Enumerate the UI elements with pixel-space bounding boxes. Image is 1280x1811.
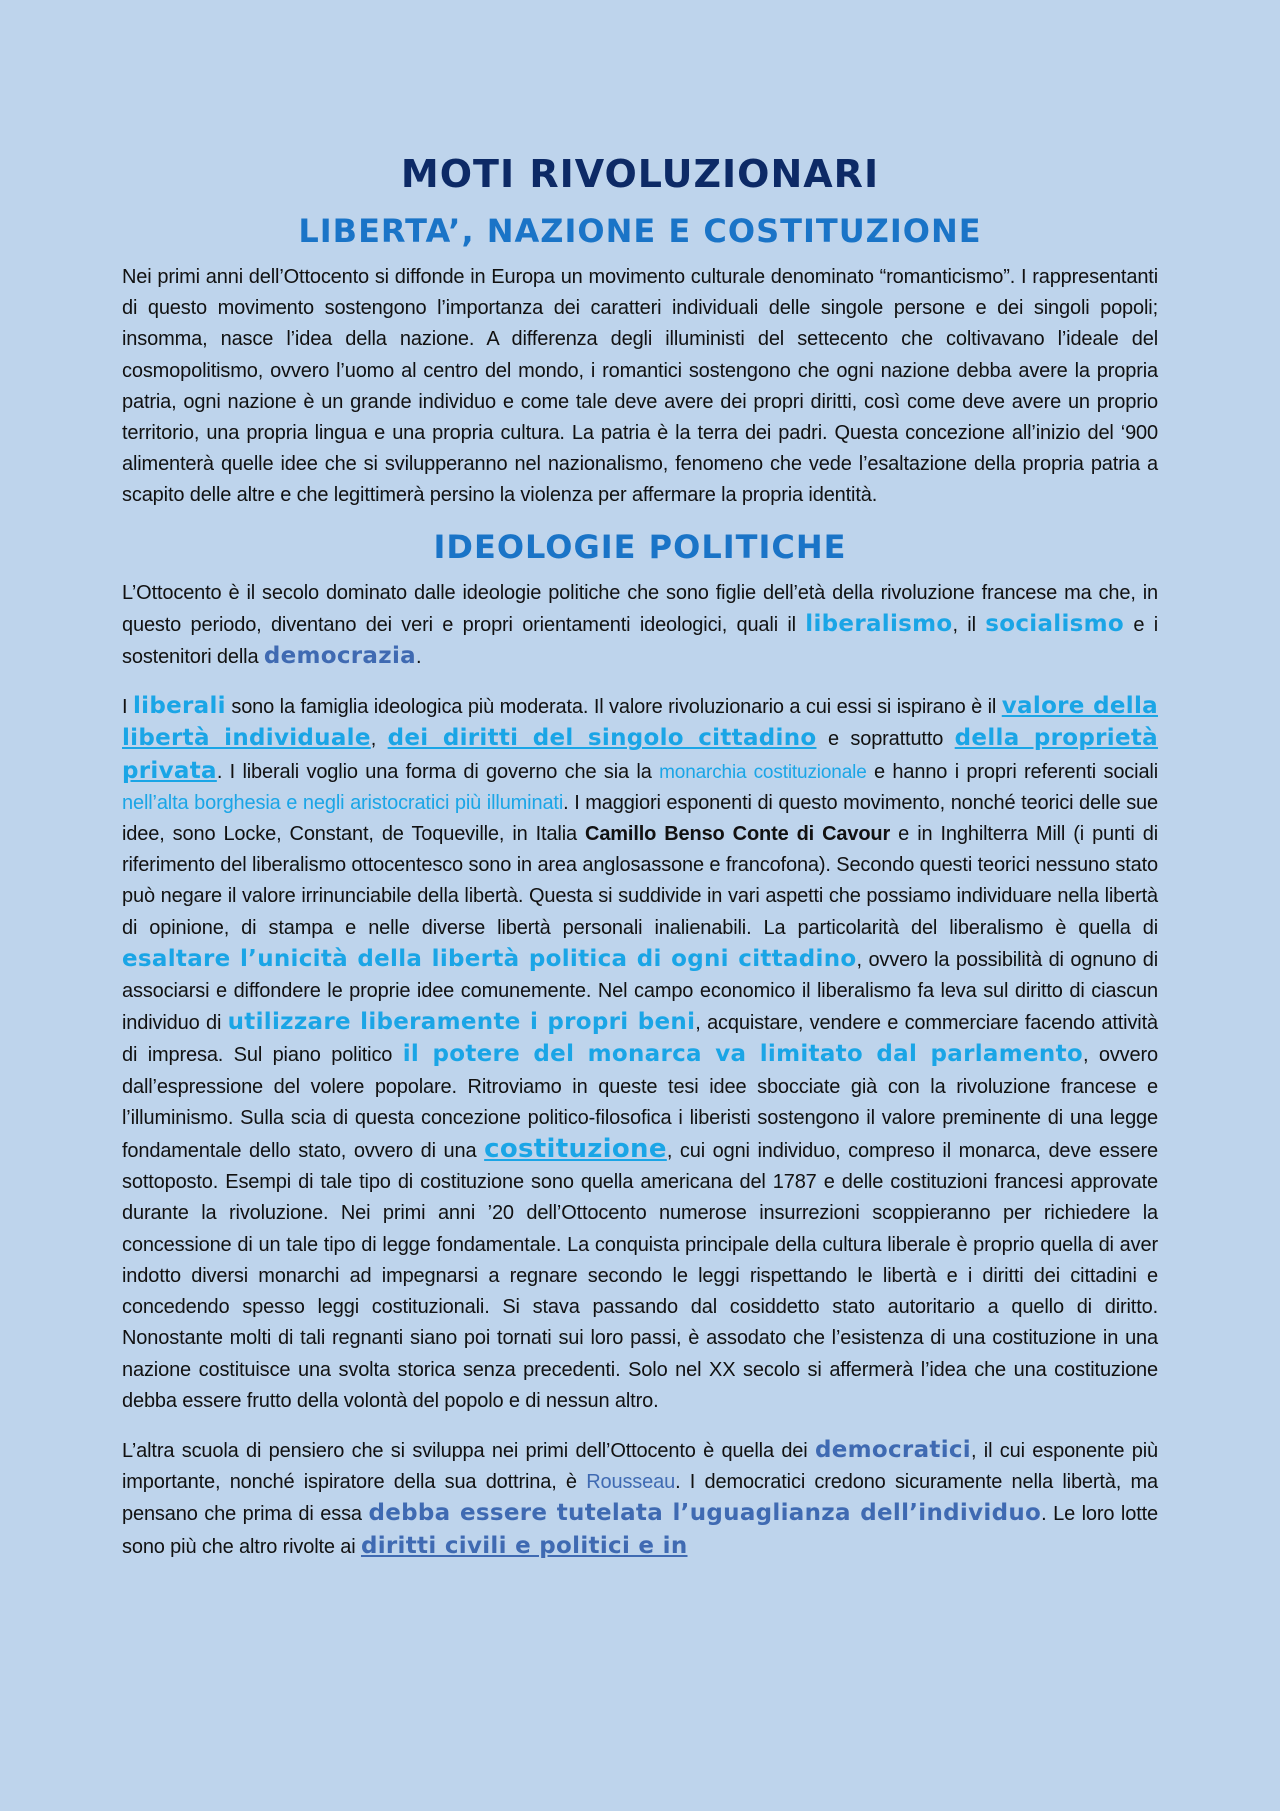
term-liberta-politica: esaltare l’unicità della libertà politica di ogni cittadino — [122, 945, 857, 972]
text-run: , ovvero dall’espressione del volere popolare. Ritroviamo in queste tesi idee sbocciate già con la rivoluzione francese e l’illuminismo. Sulla scia di questa concezione politico-filosofica i liberisti sostengono il valore preminente di una legge fondamentale dello stato, ovvero di una — [122, 1044, 1158, 1163]
text-run: , cui ogni individuo, compreso il monarca, deve essere sottoposto. Esempi di tale tipo di costituzione sono quella americana del 1787 e delle costituzioni francesi approvate durante la rivoluzione. Nei primi anni ’20 dell’Ottocento numerose insurrezioni scoppieranno per richiedere la concessione di un tale tipo di legge fondamentale. La conquista principale della cultura liberale è proprio quella di aver indotto diversi monarchi ad impegnarsi a regnare secondo le leggi rispettando le libertà e i diritti dei cittadini e concedendo spesso leggi costituzionali. Si stava passando dal cosiddetto stato autoritario a quello di diritto. Nonostante molti di tali regnanti siano poi tornati sui loro passi, è assodato che l’esistenza di una costituzione in una nazione costituisce una svolta storica senza precedenti. Solo nel XX secolo si affermerà l’idea che una costituzione debba essere frutto della volontà del popolo e di nessun altro. — [122, 1140, 1158, 1412]
democrats-paragraph — [122, 1435, 1158, 1563]
term-diritti-cittadino: dei diritti del singolo cittadino — [387, 725, 817, 752]
term-monarchia-costituzionale: monarchia costituzionale — [659, 761, 867, 783]
text-run: L’altra scuola di pensiero che si sviluppa nei primi dell’Ottocento è quella dei — [122, 1439, 815, 1462]
text-run: , — [370, 728, 388, 751]
text-run: . I democratici credono sicuramente nella libertà, ma pensano che prima di essa — [122, 1471, 1158, 1526]
text-run: . Le loro lotte sono più che altro rivolte ai — [122, 1503, 1158, 1558]
term-democratici: democratici — [814, 1436, 971, 1463]
text-run: . I maggiori esponenti di questo movimento, nonché teorici delle sue idee, sono Locke, Constant, de Toqueville, in Italia — [122, 791, 1159, 846]
term-liberta-individuale: valore della libertà individuale — [122, 693, 1158, 752]
term-potere-monarca: il potere del monarca va limitato dal parlamento — [402, 1041, 1083, 1068]
intro-paragraph: Nei primi anni dell’Ottocento si diffonde in Europa un movimento culturale denominato “romanticismo”. I rappresentanti di questo movimento sostengono l’importanza dei caratteri individuali delle singole persone e dei singoli popoli; insomma, nasce l’idea della nazione. A differenza degli illuministi del settecento che coltivavano l’ideale del cosmopolitismo, ovvero l’uomo al centro del mondo, i romantici sostengono che ogni nazione debba avere la propria patria, ogni nazione è un grande individuo e come tale deve avere dei propri diritti, così come deve avere un proprio territorio, una propria lingua e una propria cultura. La patria è la terra dei padri. Questa concezione all’inizio del ‘900 alimenterà quelle idee che si svilupperanno nel nazionalismo, fenomeno che vede l’esaltazione della propria patria a scapito delle altre e che legittimerà persino la violenza per affermare la propria identità. — [122, 266, 1158, 507]
text-run: . — [415, 646, 422, 669]
term-diritti-civili: diritti civili e politici e in — [360, 1532, 688, 1559]
text-run: e i sostenitori della — [122, 613, 1158, 669]
text-run: e soprattutto — [816, 728, 955, 751]
term-democrazia: democrazia — [263, 643, 416, 670]
page-subtitle: LIBERTA’, NAZIONE E COSTITUZIONE — [298, 212, 982, 250]
text-run: , acquistare, vendere e commerciare facendo attività di impresa. Sul piano politico — [122, 1012, 1158, 1067]
term-uguaglianza: debba essere tutelata l’uguaglianza dell’individuo — [368, 1500, 1042, 1527]
name-cavour: Camillo Benso Conte di Cavour — [585, 823, 891, 846]
term-costituzione: costituzione — [484, 1134, 667, 1165]
text-run: e in Inghilterra Mill (i punti di riferimento del liberalismo ottocentesco sono in area anglosassone e francofona). Secondo questi teorici nessuno stato può negare il valore irrinunciabile della libertà. Questa si suddivide in vari aspetti che possiamo individuare nella libertà di opinione, di stampa e nelle diverse libertà personali inalienabili. La particolarità del liberalismo è quella di — [122, 823, 1159, 939]
name-rousseau: Rousseau — [586, 1471, 676, 1494]
text-run: , il — [952, 613, 986, 636]
liberals-paragraph — [122, 691, 1158, 1417]
text-run: , il cui esponente più importante, nonché ispiratore della sua dottrina, è — [122, 1439, 1158, 1494]
text-run: , ovvero la possibilità di ognuno di associarsi e diffondere le proprie idee comunemente. Nel campo economico il liberalismo fa leva sul diritto di ciascun individuo di — [122, 948, 1158, 1035]
text-run: I — [122, 696, 133, 719]
text-run: sono la famiglia ideologica più moderata. Il valore rivoluzionario a cui essi si ispirano è il — [225, 696, 1002, 719]
text-run: e hanno i propri referenti sociali — [866, 760, 1159, 783]
term-socialismo: socialismo — [985, 610, 1124, 637]
text-run: L’Ottocento è il secolo dominato dalle ideologie politiche che sono figlie dell’età della rivoluzione francese ma che, in questo periodo, diventano dei veri e propri orientamenti ideologici, quali il — [122, 581, 1158, 636]
term-liberalismo: liberalismo — [805, 610, 953, 637]
term-liberali: liberali — [132, 693, 226, 720]
section-title: IDEOLOGIE POLITICHE — [433, 527, 847, 566]
term-utilizzare-beni: utilizzare liberamente i propri beni — [227, 1009, 696, 1036]
text-run: . I liberali voglio una forma di governo che sia la — [216, 760, 660, 783]
term-proprieta-privata: della proprietà privata — [122, 725, 1158, 784]
ideologies-paragraph — [122, 578, 1158, 674]
term-referenti-sociali: nell’alta borghesia e negli aristocratici più illuminati — [122, 791, 564, 814]
page-title: MOTI RIVOLUZIONARI — [400, 152, 880, 196]
